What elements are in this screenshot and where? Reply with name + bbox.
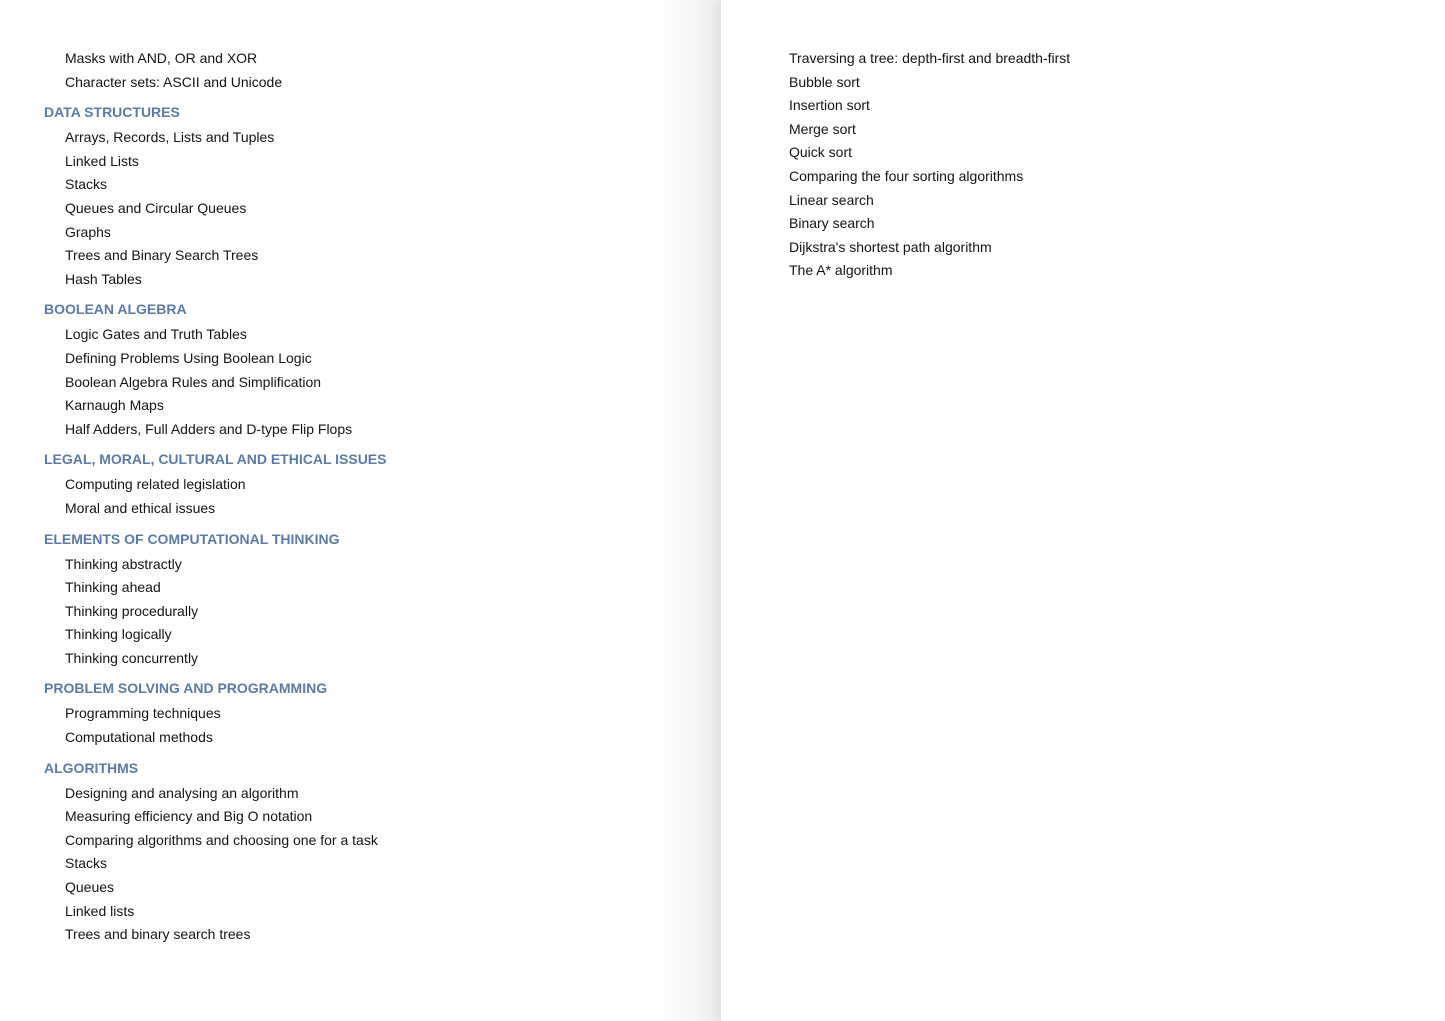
toc-entry[interactable]: Dijkstra's shortest path algorithm: [789, 238, 992, 255]
toc-entry[interactable]: Graphs: [65, 223, 111, 240]
toc-entry[interactable]: Karnaugh Maps: [65, 397, 164, 414]
toc-entry[interactable]: Logic Gates and Truth Tables: [65, 326, 247, 343]
section-heading-legal-moral-cultural-ethical[interactable]: LEGAL, MORAL, CULTURAL AND ETHICAL ISSUES: [44, 451, 387, 468]
toc-entry[interactable]: Comparing the four sorting algorithms: [789, 167, 1024, 184]
toc-entry[interactable]: Bubble sort: [789, 73, 860, 90]
toc-entry[interactable]: Thinking procedurally: [65, 602, 199, 619]
section-heading-problem-solving[interactable]: PROBLEM SOLVING AND PROGRAMMING: [44, 680, 328, 697]
toc-entry[interactable]: Traversing a tree: depth-first and breadth-first: [789, 50, 1071, 66]
toc-entry[interactable]: Linked lists: [65, 902, 135, 919]
toc-entry[interactable]: Moral and ethical issues: [65, 499, 216, 516]
toc-entry[interactable]: Stacks: [65, 176, 108, 193]
toc-entry[interactable]: Stacks: [65, 855, 108, 872]
toc-entry[interactable]: Defining Problems Using Boolean Logic: [65, 349, 312, 366]
toc-entry[interactable]: Measuring efficiency and Big O notation: [65, 808, 313, 825]
left-page: [0, 0, 721, 1021]
toc-entry[interactable]: Computing related legislation: [65, 476, 246, 493]
toc-entry[interactable]: Linear search: [789, 191, 874, 208]
section-heading-computational-thinking[interactable]: ELEMENTS OF COMPUTATIONAL THINKING: [44, 530, 340, 547]
toc-entry[interactable]: Thinking ahead: [65, 579, 161, 596]
toc-entry[interactable]: Designing and analysing an algorithm: [65, 784, 299, 801]
toc-entry[interactable]: Boolean Algebra Rules and Simplification: [65, 373, 322, 390]
toc-entry[interactable]: Masks with AND, OR and XOR: [65, 50, 258, 66]
toc-entry[interactable]: Half Adders, Full Adders and D-type Flip Flops: [65, 420, 353, 437]
toc-entry[interactable]: Queues: [65, 879, 115, 896]
toc-entry[interactable]: Character sets: ASCII and Unicode: [65, 73, 283, 90]
toc-entry[interactable]: Comparing algorithms and choosing one for a task: [65, 831, 378, 848]
section-heading-algorithms[interactable]: ALGORITHMS: [44, 759, 139, 776]
toc-entry[interactable]: Insertion sort: [789, 97, 870, 114]
toc-entry[interactable]: Arrays, Records, Lists and Tuples: [65, 129, 275, 146]
toc-entry[interactable]: Linked Lists: [65, 152, 139, 169]
section-heading-boolean-algebra[interactable]: BOOLEAN ALGEBRA: [44, 301, 187, 318]
section-heading-data-structures[interactable]: DATA STRUCTURES: [44, 104, 180, 121]
toc-entry[interactable]: The A* algorithm: [789, 262, 893, 279]
toc-entry[interactable]: Trees and binary search trees: [65, 926, 251, 943]
toc-entry[interactable]: Trees and Binary Search Trees: [65, 247, 259, 264]
toc-entry[interactable]: Computational methods: [65, 729, 213, 746]
toc-entry[interactable]: Binary search: [789, 215, 875, 232]
toc-entry[interactable]: Thinking abstractly: [65, 555, 182, 572]
toc-entry[interactable]: Merge sort: [789, 120, 856, 137]
toc-entry[interactable]: Hash Tables: [65, 270, 142, 287]
toc-entry[interactable]: Queues and Circular Queues: [65, 199, 247, 216]
toc-entry[interactable]: Programming techniques: [65, 705, 221, 722]
toc-entry[interactable]: Thinking logically: [65, 626, 172, 643]
toc-entry[interactable]: Quick sort: [789, 144, 853, 161]
toc-entry[interactable]: Thinking concurrently: [65, 649, 199, 666]
right-page: [721, 0, 1445, 1021]
